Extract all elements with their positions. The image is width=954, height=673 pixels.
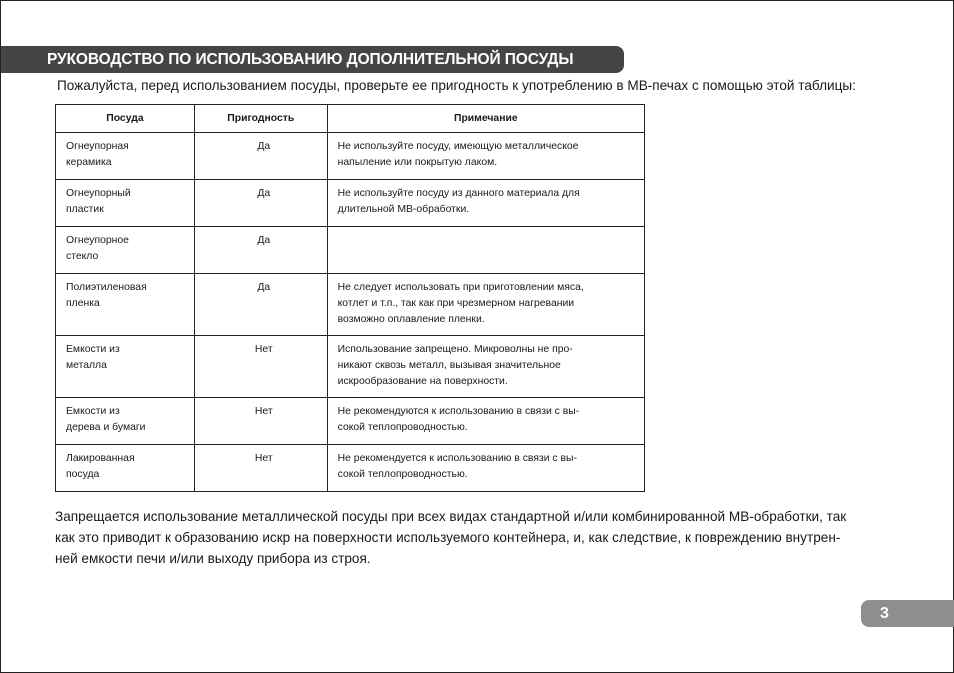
ware-line: Емкости из (66, 344, 120, 355)
table-row (56, 398, 645, 445)
section-title: РУКОВОДСТВО ПО ИСПОЛЬЗОВАНИЮ ДОПОЛНИТЕЛЬНОЙ ПОСУДЫ (1, 46, 624, 73)
note-line: Не рекомендуется к использованию в связи с вы- (337, 453, 577, 464)
table-row (56, 180, 645, 227)
ware-line: дерева и бумаги (66, 422, 146, 433)
table-row (56, 133, 645, 180)
warning-line: Запрещается использование металлической посуды при всех видах стандартной и/или комбинированной МВ-обработки, так (55, 509, 847, 524)
ware-line: посуда (66, 469, 100, 480)
note-line: искрообразование на поверхности. (337, 376, 508, 387)
warning-line: ней емкости печи и/или выходу прибора из строя. (55, 551, 371, 566)
ware-line: стекло (66, 251, 99, 262)
suitability-cell: Нет (194, 398, 327, 445)
ware-line: пластик (66, 204, 104, 215)
note-cell (327, 445, 644, 492)
header-ware: Посуда (56, 105, 195, 133)
ware-line: Огнеупорный (66, 188, 131, 199)
note-line: напыление или покрытую лаком. (337, 157, 498, 168)
note-cell (327, 133, 644, 180)
suitability-cell: Да (194, 227, 327, 274)
note-line: Не используйте посуду, имеющую металлическое (337, 141, 579, 152)
suitability-cell: Да (194, 133, 327, 180)
table-row (56, 227, 645, 274)
note-line: сокой теплопроводностью. (337, 469, 468, 480)
note-cell (327, 336, 644, 398)
ware-cell (56, 398, 195, 445)
ware-line: металла (66, 360, 107, 371)
ware-line: Огнеупорное (66, 235, 129, 246)
note-line: Не рекомендуются к использованию в связи с вы- (337, 406, 580, 417)
table-row (56, 445, 645, 492)
suitability-cell: Нет (194, 445, 327, 492)
note-line: никают сквозь металл, вызывая значительное (337, 360, 561, 371)
ware-cell (56, 336, 195, 398)
note-line: длительной МВ-обработки. (337, 204, 470, 215)
note-line: Не следует использовать при приготовлении мяса, (337, 282, 584, 293)
note-cell (327, 398, 644, 445)
table-body (56, 133, 645, 492)
ware-line: Огнеупорная (66, 141, 129, 152)
cookware-table (55, 104, 645, 492)
intro-text: Пожалуйста, перед использованием посуды, проверьте ее пригодность к употреблению в МВ-печах с помощью этой таблицы: (57, 78, 856, 93)
note-cell (327, 274, 644, 336)
ware-cell (56, 180, 195, 227)
suitability-cell: Да (194, 274, 327, 336)
ware-line: керамика (66, 157, 112, 168)
ware-line: Емкости из (66, 406, 120, 417)
header-suitability: Пригодность (194, 105, 327, 133)
ware-cell (56, 133, 195, 180)
note-line: котлет и т.п., так как при чрезмерном нагревании (337, 298, 575, 309)
ware-cell (56, 445, 195, 492)
page-number: 3 (861, 600, 954, 627)
table-row (56, 274, 645, 336)
ware-line: Лакированная (66, 453, 135, 464)
note-line: сокой теплопроводностью. (337, 422, 468, 433)
suitability-cell: Да (194, 180, 327, 227)
header-note: Примечание (327, 105, 644, 133)
warning-line: как это приводит к образованию искр на поверхности используемого контейнера, и, как следствие, к повреждению внутрен- (55, 530, 841, 545)
ware-cell (56, 274, 195, 336)
table-header-row (56, 105, 645, 133)
ware-line: пленка (66, 298, 100, 309)
note-line: Использование запрещено. Микроволны не про- (337, 344, 573, 355)
note-cell (327, 227, 644, 274)
warning-text (55, 506, 915, 569)
note-line: Не используйте посуду из данного материала для (337, 188, 580, 199)
suitability-cell: Нет (194, 336, 327, 398)
ware-cell (56, 227, 195, 274)
ware-line: Полиэтиленовая (66, 282, 147, 293)
note-cell (327, 180, 644, 227)
note-line: возможно оплавление пленки. (337, 314, 485, 325)
table-row (56, 336, 645, 398)
